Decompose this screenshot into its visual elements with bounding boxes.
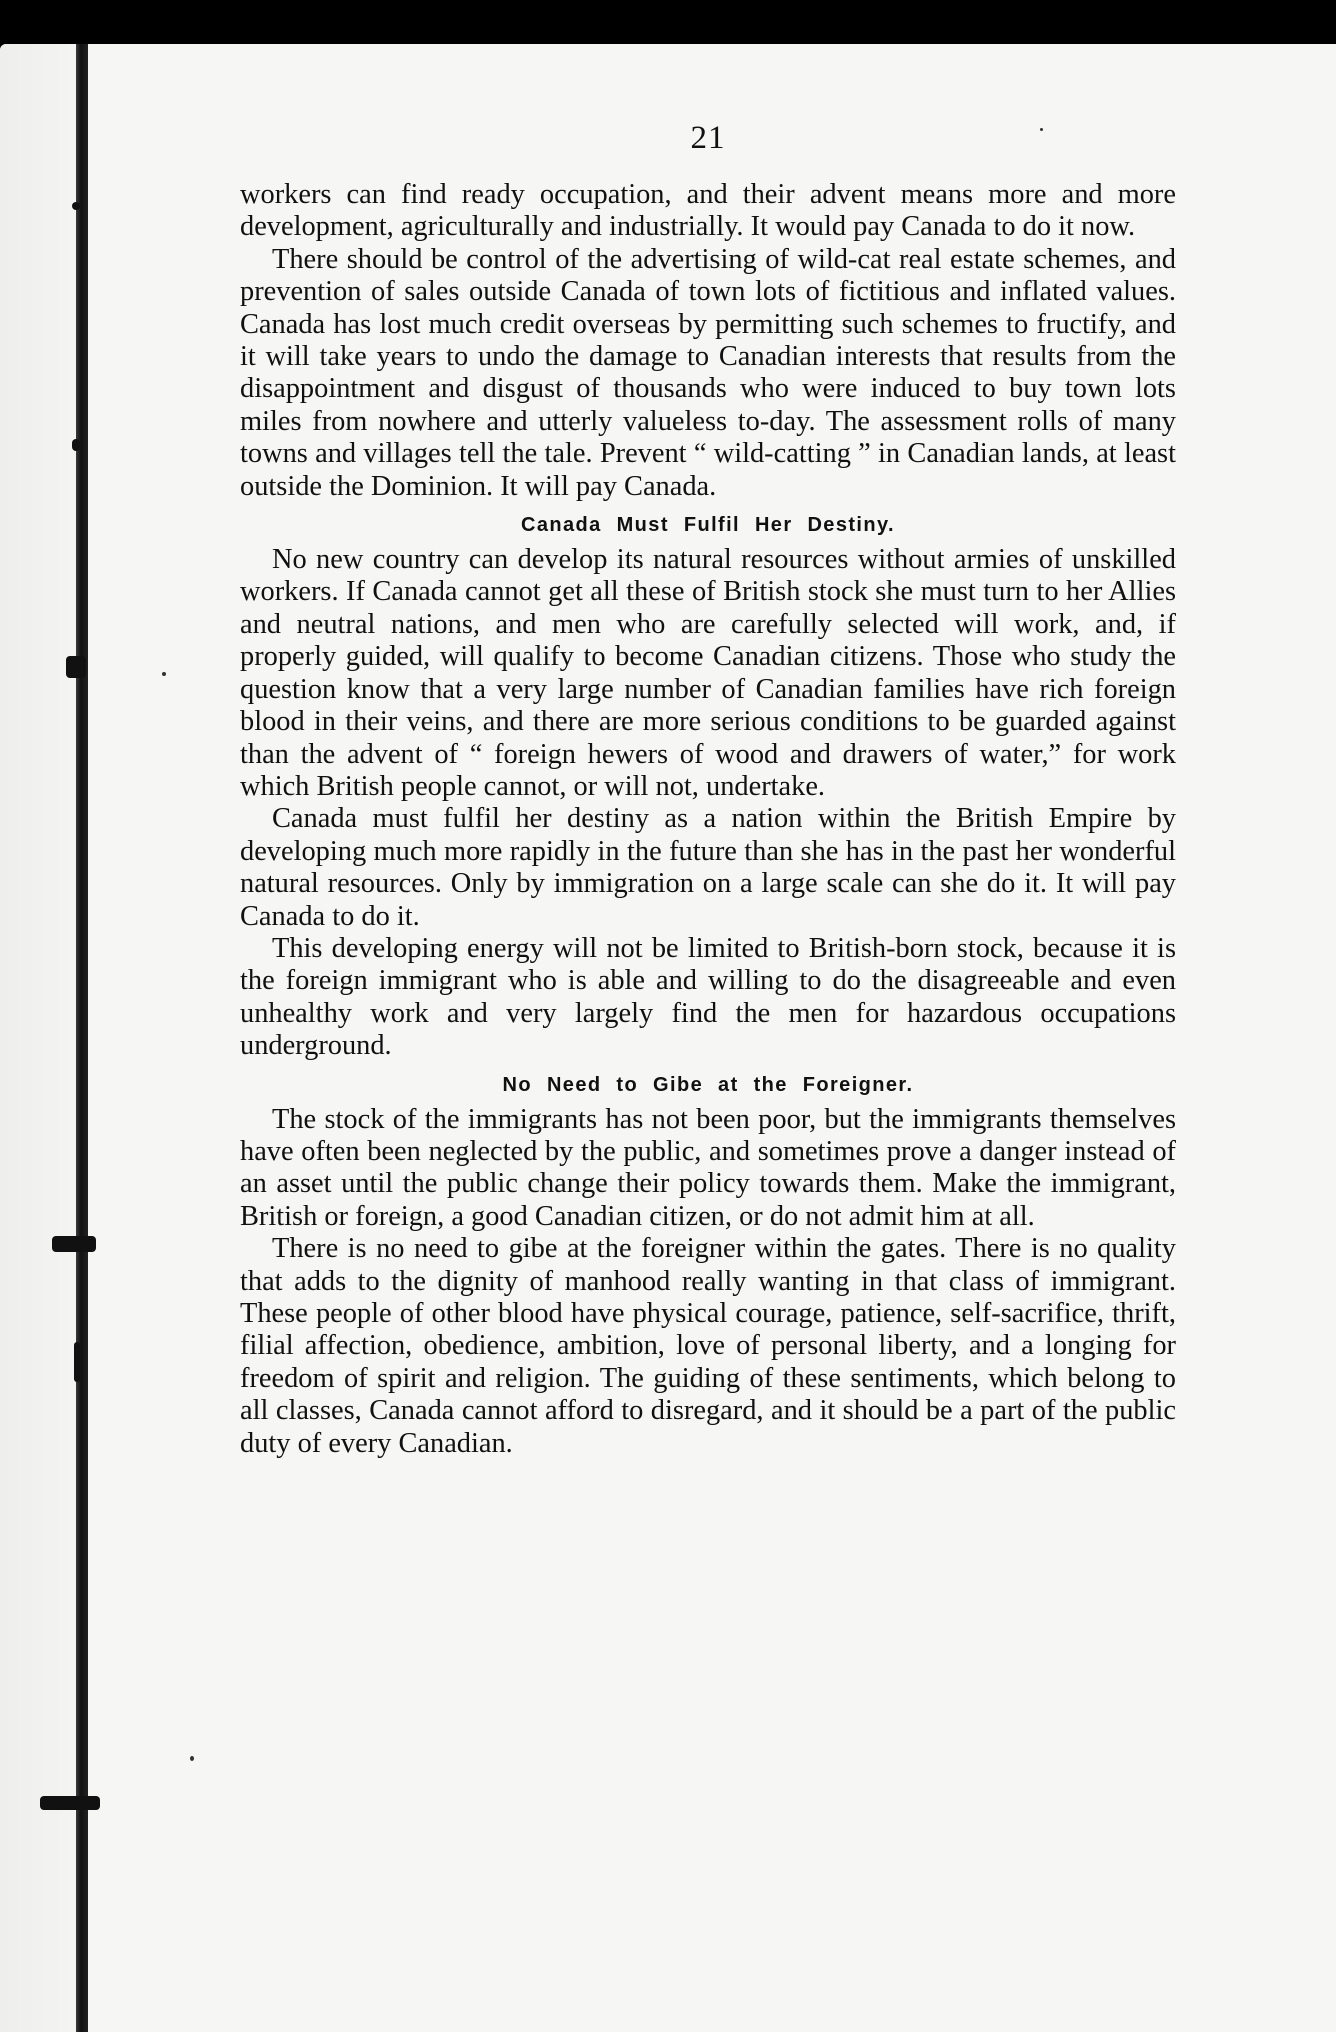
- page-number: 21: [690, 120, 726, 156]
- binding-shadow: [0, 44, 76, 2032]
- section-heading: No Need to Gibe at the Foreigner.: [502, 1073, 914, 1096]
- paragraph: There should be control of the advertising of wild-cat real estate schemes, and prevention of sales outside Canada of town lots of fictitious and inflated values. Canada has lost much credit overseas by permitting such schemes to fructify, and it will take years to undo the damage to Canadian interests that results from the disappointment and disgust of thousands who were induced to buy town lots miles from nowhere and utterly valueless to-day. The assessment rolls of many towns and villages tell the tale. Prevent “ wild-catting ” in Canadian lands, at least outside the Dominion. It will pay Canada.: [240, 243, 1176, 502]
- binding-stitch: [66, 656, 86, 678]
- paragraph: No new country can develop its natural resources without armies of unskilled workers. If Canada cannot get all these of British stock she must turn to her Allies and neutral nations, and men who are carefully selected will work, and, if properly guided, will qualify to become Canadian citizens. Those who study the question know that a very large number of Canadian families have rich foreign blood in their veins, and there are more serious conditions to be guarded against than the advent of “ foreign hewers of wood and drawers of water,” for work which British people cannot, or will not, undertake.: [240, 544, 1176, 802]
- paragraph: There is no need to gibe at the foreigner within the gates. There is no quality that adds to the dignity of manhood really wanting in that class of immigrant. These people of other blood have physical courage, patience, self-sacrifice, thrift, filial affection, obedience, ambition, love of personal liberty, and a longing for freedom of spirit and religion. The guiding of these sentiments, which belong to all classes, Canada cannot afford to disregard, and it should be a part of the public duty of every Canadian.: [240, 1233, 1176, 1459]
- scan-speck: [162, 672, 166, 676]
- binding-stitch: [72, 439, 80, 451]
- book-binding: [76, 44, 88, 2032]
- paragraph: The stock of the immigrants has not been poor, but the immigrants themselves have often been neglected by the public, and sometimes prove a danger instead of an asset until the public change their policy towards them. Make the immigrant, British or foreign, a good Canadian citizen, or do not admit him at all.: [240, 1103, 1176, 1232]
- document-page: [0, 44, 1336, 2032]
- paragraph: Canada must fulfil her destiny as a nation within the British Empire by developing much more rapidly in the future than she has in the past her wonderful natural resources. Only by immigration on a large scale can she do it. It will pay Canada to do it.: [240, 803, 1176, 932]
- page-content: [240, 179, 1176, 1460]
- binding-stitch: [72, 202, 80, 210]
- paragraph: workers can find ready occupation, and their advent means more and more development, agriculturally and industrially. It would pay Canada to do it now.: [240, 179, 1176, 243]
- binding-stitch: [40, 1796, 100, 1810]
- scan-speck: [190, 1756, 194, 1761]
- paragraph: This developing energy will not be limited to British-born stock, because it is the foreign immigrant who is able and willing to do the disagreeable and even unhealthy work and very largely find the men for hazardous occupations underground.: [240, 932, 1176, 1062]
- section-heading: Canada Must Fulfil Her Destiny.: [521, 514, 895, 537]
- scan-border: [0, 0, 1336, 44]
- binding-stitch: [52, 1236, 96, 1252]
- binding-stitch: [74, 1342, 80, 1382]
